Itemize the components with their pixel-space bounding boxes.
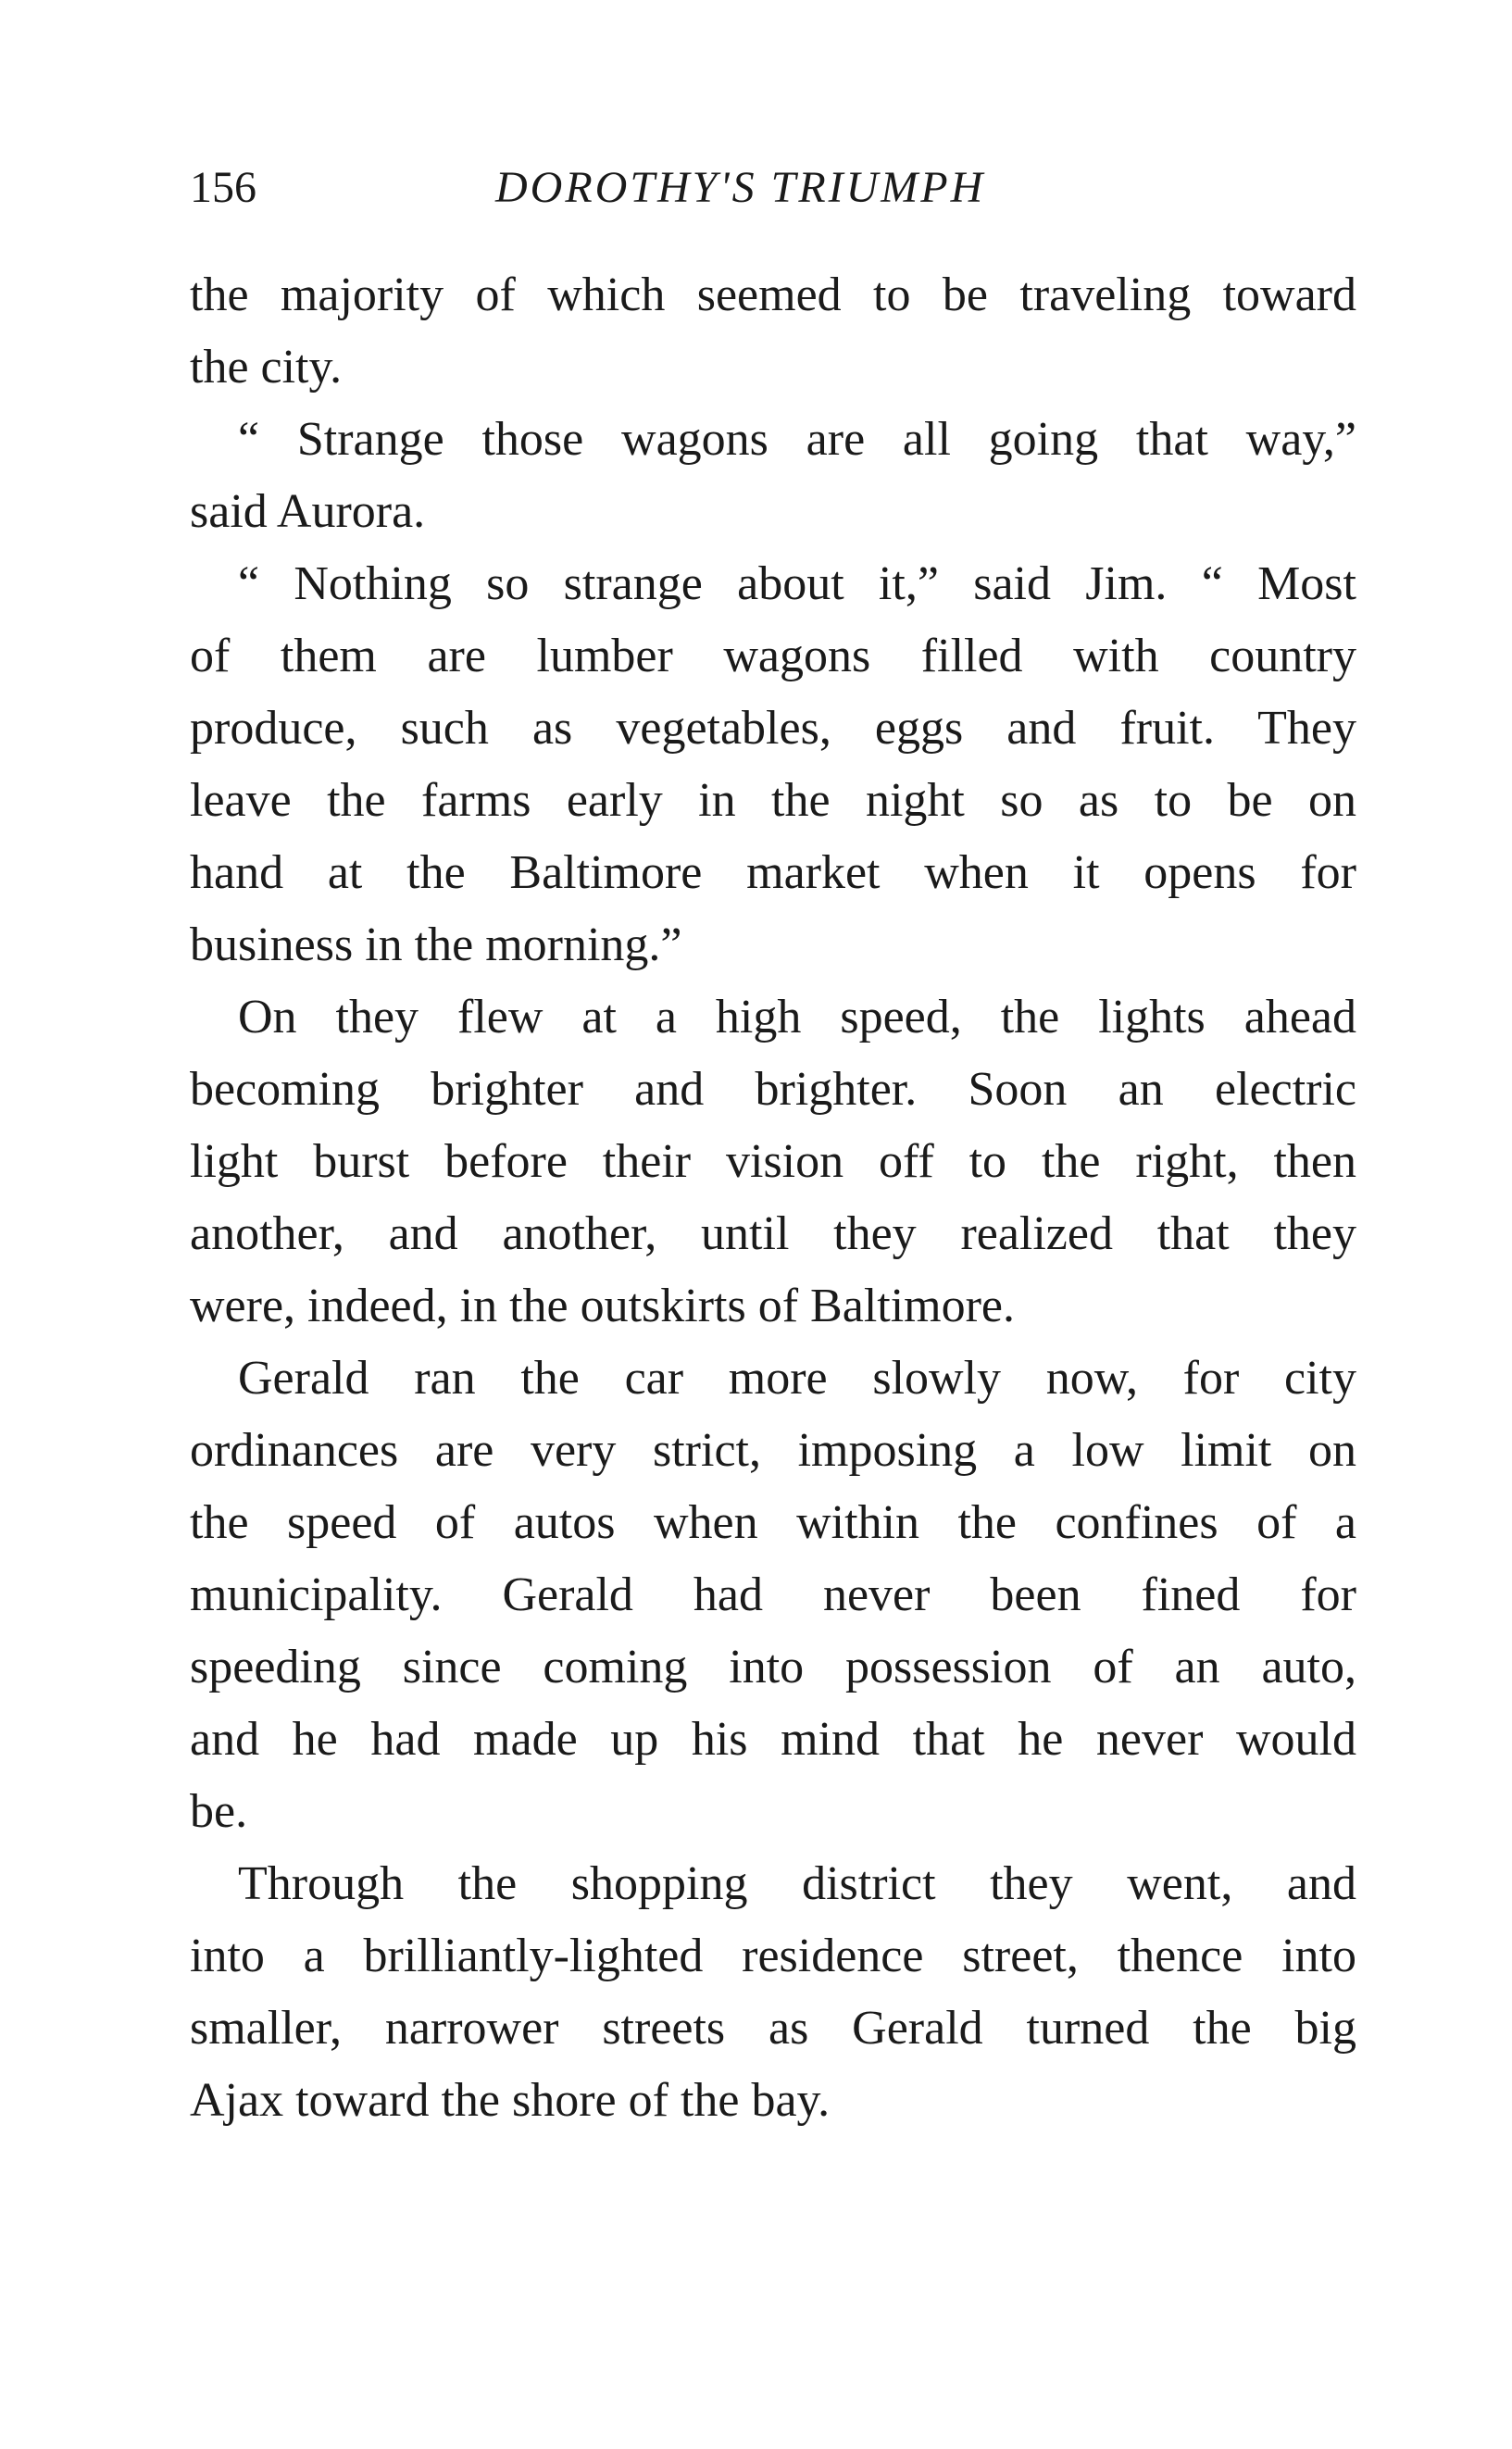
text-line: the city. bbox=[190, 341, 343, 394]
text-line: and he had made up his mind that he never would bbox=[190, 1713, 1356, 1766]
text-line: said Aurora. bbox=[190, 485, 426, 538]
running-head bbox=[190, 156, 1356, 220]
text-line: the majority of which seemed to be traveling toward bbox=[190, 269, 1356, 321]
text-line: light burst before their vision off to the right, then bbox=[190, 1135, 1356, 1188]
text-line: into a brilliantly-lighted residence street, thence into bbox=[190, 1930, 1356, 1982]
text-line: “ Nothing so strange about it,” said Jim. “ Most bbox=[238, 557, 1356, 610]
paragraph bbox=[190, 548, 1356, 981]
running-title: DOROTHY'S TRIUMPH bbox=[495, 163, 986, 212]
page-number: 156 bbox=[190, 163, 256, 212]
text-line: ordinances are very strict, imposing a low limit on bbox=[190, 1424, 1356, 1477]
paragraph bbox=[190, 1848, 1356, 2137]
text-line: Through the shopping district they went, and bbox=[238, 1857, 1356, 1910]
paragraph bbox=[190, 1343, 1356, 1848]
text-line: the speed of autos when within the confines of a bbox=[190, 1496, 1356, 1549]
text-line: were, indeed, in the outskirts of Baltimore. bbox=[190, 1280, 1016, 1332]
text-line: speeding since coming into possession of an auto, bbox=[190, 1641, 1356, 1693]
text-line: be. bbox=[190, 1785, 248, 1838]
text-line: municipality. Gerald had never been fined for bbox=[190, 1568, 1356, 1621]
text-line: Ajax toward the shore of the bay. bbox=[190, 2074, 831, 2127]
paragraph bbox=[190, 981, 1356, 1343]
text-line: produce, such as vegetables, eggs and fruit. They bbox=[190, 702, 1356, 755]
body-text bbox=[190, 259, 1356, 2137]
text-line: smaller, narrower streets as Gerald turned the big bbox=[190, 2002, 1356, 2055]
text-line: another, and another, until they realized that they bbox=[190, 1207, 1356, 1260]
text-line: “ Strange those wagons are all going that way,” bbox=[238, 413, 1356, 466]
text-line: Gerald ran the car more slowly now, for city bbox=[238, 1352, 1356, 1405]
paragraph bbox=[190, 404, 1356, 548]
text-line: On they flew at a high speed, the lights ahead bbox=[238, 991, 1356, 1043]
text-line: becoming brighter and brighter. Soon an electric bbox=[190, 1063, 1356, 1116]
text-line: business in the morning.” bbox=[190, 918, 682, 971]
text-line: hand at the Baltimore market when it opens for bbox=[190, 846, 1356, 899]
paragraph bbox=[190, 259, 1356, 404]
text-line: leave the farms early in the night so as to be on bbox=[190, 774, 1356, 827]
text-line: of them are lumber wagons filled with country bbox=[190, 630, 1356, 682]
